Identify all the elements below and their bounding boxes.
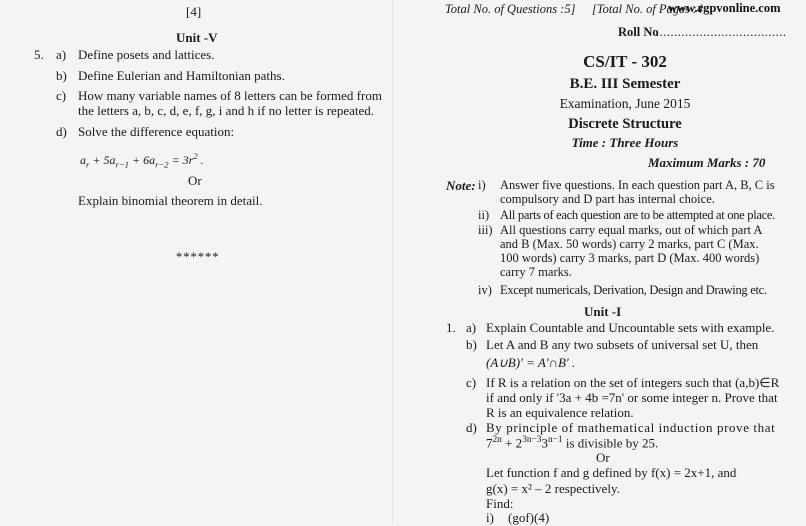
q1-or: Or [596,450,610,465]
q1-c-line1: If R is a relation on the set of integers such that (a,b)∈R [486,375,780,390]
total-questions: Total No. of Questions :5] [445,2,576,16]
q5-or: Or [188,173,202,188]
note-i-label: i) [478,178,486,192]
time-allowed: Time : Three Hours [571,135,679,150]
q1-d-expression: $7^{2n} + 2^{3n-3}3^{n-1}$ is divisible by 25. [486,435,659,451]
page-number: [4] [186,4,202,19]
note-label: Note: [446,178,476,193]
q5-b-text: Define Eulerian and Hamiltonian paths. [78,68,285,83]
note-iv-label: iv) [478,283,492,297]
q5-alternative: Explain binomial theorem in detail. [78,193,263,208]
note-ii-label: ii) [478,208,490,222]
q1-alt-line1: Let function f and g defined by f(x) = 2x+1, and [486,465,737,480]
end-stars: ****** [176,250,220,264]
q5-d-label: d) [56,124,67,139]
q1-a-label: a) [466,320,477,335]
q1-c-line3: R is an equivalence relation. [486,405,634,420]
q5-c-text-line1: How many variable names of 8 letters can be formed from [78,88,382,103]
q5-a-text: Define posets and lattices. [78,47,215,62]
roll-no-label: Roll No [618,25,659,39]
maximum-marks: Maximum Marks : 70 [648,155,766,170]
q1-b-line1: Let A and B any two subsets of universal set U, then [486,337,759,352]
note-iii-label: iii) [478,223,493,237]
note-iii-line3: 100 words) carry 3 marks, part D (Max. 400 words) [500,251,760,265]
q1-c-line2: if and only if '3a + 4b =7n' or some integer n. Prove that [486,390,778,405]
note-iii-line1: All questions carry equal marks, out of which part A [500,223,763,237]
q1-sub-i-label: i) [486,510,494,525]
q5-b-label: b) [56,68,67,83]
q1-sub-i-text: (gof)(4) [508,510,550,525]
q1-alt-line2: g(x) = x² – 2 respectively. [486,481,620,496]
q1-c-label: c) [466,375,477,390]
q1-b-label: b) [466,337,477,352]
note-iii-line2: and B (Max. 50 words) carry 2 marks, part C (Max. [500,237,759,251]
note-iii-line4: carry 7 marks. [500,265,572,279]
page-fold [392,0,393,523]
note-i-line1: Answer five questions. In each question part A, B, C is [500,178,775,192]
difference-equation: $a_r + 5a_{r-1} + 6a_{r-2} = 3r^2$ . [80,151,204,170]
q1-b-formula: (A∪B)' = A'∩B' . [486,355,576,370]
unit-i-heading: Unit -I [584,304,622,319]
paper-code: CS/IT - 302 [583,52,667,71]
question-number-1: 1. [446,320,456,335]
q5-a-label: a) [56,47,67,62]
watermark-url: www.rgpvonline.com [668,1,781,15]
unit-v-heading: Unit -V [176,30,218,45]
q5-c-text-line2: the letters a, b, c, d, e, f, g, i and h if no letter is repeated. [78,103,375,118]
examination: Examination, June 2015 [559,96,691,111]
q5-c-label: c) [56,88,67,103]
note-ii-text: All parts of each question are to be attempted at one place. [500,208,775,222]
subject-title: Discrete Structure [568,116,682,132]
total-pages: [Total No. of Pages :4 [592,2,704,16]
q1-d-line1: By principle of mathematical induction prove that [486,420,776,435]
q5-d-text: Solve the difference equation: [78,124,235,139]
question-number-5: 5. [34,47,44,62]
q1-alt-find: Find: [486,496,514,511]
q1-a-text: Explain Countable and Uncountable sets with example. [486,320,775,335]
semester: B.E. III Semester [569,76,681,92]
note-i-line2: compulsory and D part has internal choice. [500,192,715,206]
roll-no-field: .................................... [656,25,787,39]
note-iv-text: Except numericals, Derivation, Design and Drawing etc. [500,283,767,297]
q1-d-label: d) [466,420,477,435]
